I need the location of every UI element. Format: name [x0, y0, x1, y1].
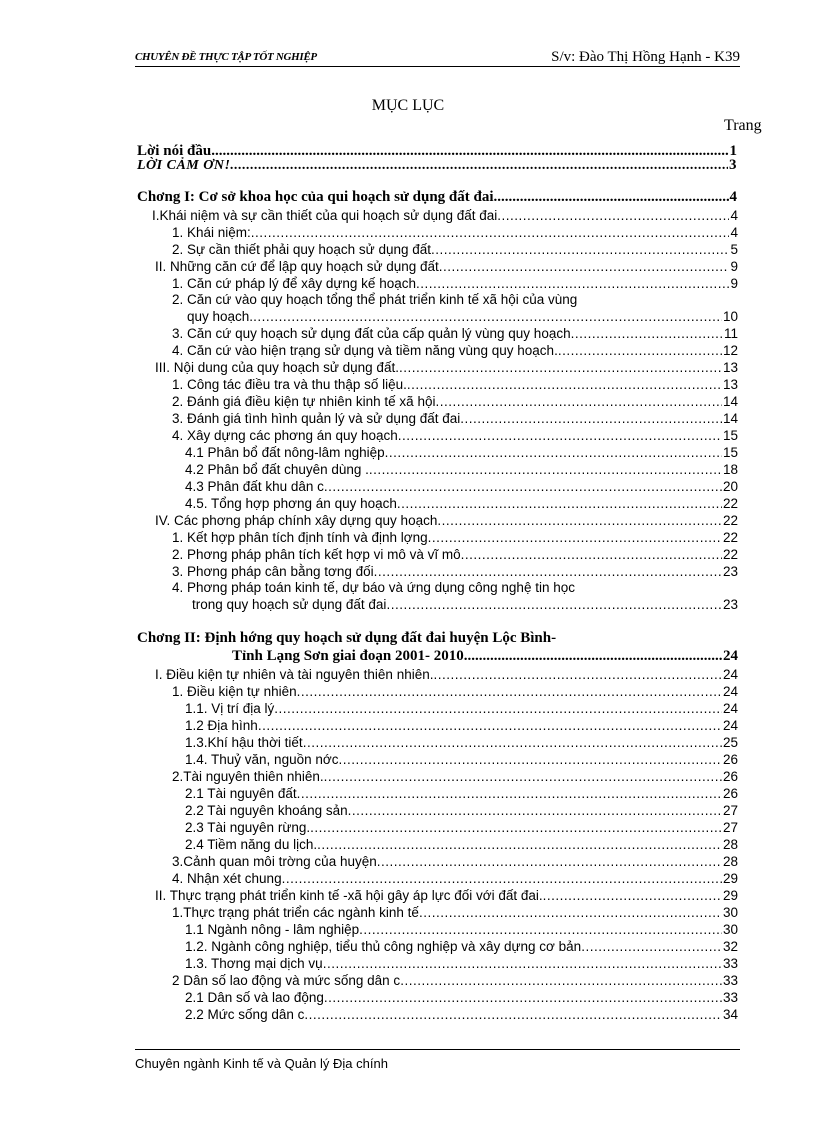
toc-entry-label: 1.2 Địa hình: [185, 718, 258, 733]
toc-entry-label: Lời nói đầu: [137, 143, 212, 159]
toc-entry[interactable]: [185, 701, 738, 717]
toc-entry[interactable]: [172, 905, 738, 921]
toc-entry[interactable]: [172, 292, 738, 308]
toc-entry-page: 30: [722, 905, 738, 920]
toc-entry-page: 27: [722, 820, 738, 835]
toc-entry-page: 28: [722, 837, 738, 852]
toc-entry-page: 13: [722, 377, 738, 392]
toc-entry[interactable]: [155, 513, 738, 529]
toc-entry-label: 2.2 Mức sống dân c: [185, 1007, 305, 1022]
toc-entry-page: 26: [722, 786, 738, 801]
toc-entry[interactable]: [185, 462, 738, 478]
toc-leader-dots: [543, 888, 722, 904]
toc-entry-label: 3. Đánh giá tình hình quản lý và sử dụng đất đai: [172, 411, 461, 426]
toc-entry-label: 4.1 Phân bổ đất nông-lâm nghiệp: [185, 445, 385, 460]
toc-leader-dots: [398, 428, 722, 444]
toc-leader-dots: [253, 309, 722, 325]
toc-leader-dots: [433, 667, 721, 683]
toc-entry-label: II. Thực trạng phát triển kinh tế -xã hội gây áp lực đối với đất đai.: [155, 888, 543, 903]
toc-entry-page: 32: [722, 939, 738, 954]
toc-leader-dots: [297, 786, 722, 802]
toc-entry-page: 4: [730, 208, 738, 223]
toc-entry-page: 24: [722, 667, 738, 682]
footer-text: Chuyên ngành Kinh tế và Quản lý Địa chính: [135, 1056, 388, 1071]
toc-leader-dots: [494, 189, 729, 205]
toc-leader-dots: [397, 496, 722, 512]
toc-entry[interactable]: [155, 259, 738, 275]
toc-entry-label: 1.3. Thơng mại dịch vụ: [185, 956, 323, 971]
toc-leader-dots: [348, 803, 722, 819]
header-left-text: CHUYÊN ĐỀ THỰC TẬP TỐT NGHIỆP: [135, 51, 317, 63]
toc-entry-page: 14: [722, 394, 738, 409]
toc-entry[interactable]: [172, 242, 738, 258]
toc-entry-label: quy hoạch.: [187, 309, 254, 324]
toc-entry[interactable]: [172, 973, 738, 989]
toc-entry-label: 4. Nhận xét chung: [172, 871, 282, 886]
toc-entry[interactable]: [185, 718, 738, 734]
toc-entry-label: 1.3.Khí hậu thời tiết: [185, 735, 303, 750]
toc-entry[interactable]: [172, 769, 738, 785]
toc-entry[interactable]: [185, 479, 738, 495]
toc-leader-dots: [258, 718, 722, 734]
toc-leader-dots: [317, 837, 722, 853]
toc-entry-label: IV. Các phơng pháp chính xây dựng quy hoạch: [155, 513, 438, 528]
toc-leader-dots: [374, 564, 722, 580]
toc-entry-page: 1: [729, 143, 737, 159]
toc-entry[interactable]: [232, 648, 738, 664]
toc-entry-page: 33: [722, 973, 738, 988]
toc-entry-label: 2. Đánh giá điều kiện tự nhiên kinh tế xã hội: [172, 394, 436, 409]
toc-entry[interactable]: [172, 547, 738, 563]
toc-leader-dots: [416, 276, 730, 292]
toc-leader-dots: [230, 158, 728, 174]
toc-entry[interactable]: [172, 854, 738, 870]
toc-leader-dots: [431, 242, 729, 258]
toc-entry-page: 30: [722, 922, 738, 937]
toc-leader-dots: [251, 225, 730, 241]
toc-entry[interactable]: [172, 394, 738, 410]
header-right-text: S/v: Đào Thị Hồng Hạnh - K39: [551, 49, 740, 65]
toc-leader-dots: [437, 513, 722, 529]
toc-leader-dots: [310, 820, 722, 836]
toc-leader-dots: [461, 547, 722, 563]
toc-entry-page: 14: [722, 411, 738, 426]
toc-entry[interactable]: [172, 684, 738, 700]
toc-entry-label: I.Khái niệm và sự cần thiết của qui hoạch sử dụng đất đai: [152, 208, 498, 223]
toc-entry[interactable]: [185, 939, 738, 955]
toc-leader-dots: [303, 735, 722, 751]
toc-entry-page: 13: [722, 360, 738, 375]
toc-leader-dots: [435, 394, 722, 410]
toc-entry[interactable]: [155, 667, 738, 683]
toc-leader-dots: [304, 1007, 722, 1023]
toc-entry[interactable]: [185, 496, 738, 512]
toc-entry[interactable]: [155, 360, 738, 376]
toc-entry[interactable]: [185, 820, 738, 836]
toc-leader-dots: [497, 208, 729, 224]
toc-entry[interactable]: [152, 208, 738, 224]
page-column-label: Trang: [724, 117, 762, 134]
toc-entry-label: 1.Thực trạng phát triển các ngành kinh tế: [172, 905, 419, 920]
toc-entry-label: 2.4 Tiềm năng du lịch.: [185, 837, 318, 852]
toc-entry-label: 1. Khái niệm:: [172, 225, 251, 240]
toc-entry[interactable]: [172, 326, 738, 342]
toc-entry-page: 12: [722, 343, 738, 358]
toc-entry[interactable]: [137, 630, 738, 646]
toc-leader-dots: [399, 360, 722, 376]
toc-entry-label: 2. Sự cần thiết phải quy hoạch sử dụng đất: [172, 242, 431, 257]
toc-entry[interactable]: [185, 752, 738, 768]
toc-entry[interactable]: [137, 157, 737, 173]
toc-entry-page: 15: [722, 428, 738, 443]
toc-entry-page: 18: [722, 462, 738, 477]
toc-entry-label: Chơng I: Cơ sở khoa học của qui hoạch sử dụng đất đai: [137, 189, 494, 205]
toc-entry[interactable]: [185, 1007, 738, 1023]
toc-entry-label: Chơng II: Định hớng quy hoạch sử dụng đất đai huyện Lộc Bình-: [137, 630, 557, 646]
toc-entry-label: I. Điều kiện tự nhiên và tài nguyên thiên nhiên.: [155, 667, 434, 682]
page-title: MỤC LỤC: [371, 97, 445, 114]
toc-entry[interactable]: [185, 786, 738, 802]
toc-entry-label: 1.1 Ngành nông - lâm nghiệp: [185, 922, 360, 937]
toc-entry-label: 1. Điều kiện tự nhiên: [172, 684, 297, 699]
toc-leader-dots: [377, 854, 722, 870]
toc-entry-label: 2. Phơng pháp phân tích kết hợp vi mô và vĩ mô: [172, 547, 461, 562]
toc-entry-label: 4.3 Phân đất khu dân c: [185, 479, 324, 494]
footer-rule: [135, 1049, 740, 1050]
toc-entry-page: 10: [722, 309, 738, 324]
toc-entry-page: 22: [722, 530, 738, 545]
toc-entry-page: 29: [722, 888, 738, 903]
toc-entry-label: LỜI CẢM ƠN!: [137, 158, 231, 173]
toc-entry[interactable]: [172, 580, 738, 596]
toc-leader-dots: [385, 445, 722, 461]
toc-leader-dots: [558, 343, 722, 359]
toc-entry-page: 23: [722, 597, 738, 612]
toc-entry-page: 24: [723, 648, 738, 664]
toc-entry-label: 1. Công tác điều tra và thu thập số liệu.: [172, 377, 407, 392]
toc-leader-dots: [282, 871, 722, 887]
toc-entry-label: trong quy hoạch sử dụng đất đai: [192, 597, 387, 612]
toc-leader-dots: [428, 530, 722, 546]
toc-entry-label: 3. Phơng pháp cân bằng tơng đối: [172, 564, 374, 579]
toc-leader-dots: [324, 990, 722, 1006]
toc-entry[interactable]: [172, 276, 738, 292]
toc-entry-page: 28: [722, 854, 738, 869]
toc-entry[interactable]: [172, 871, 738, 887]
toc-entry-label: 4.5. Tổng hợp phơng án quy hoạch: [185, 496, 397, 511]
toc-entry-page: 15: [722, 445, 738, 460]
toc-entry-page: 22: [722, 513, 738, 528]
toc-entry-page: 23: [722, 564, 738, 579]
toc-leader-dots: [581, 939, 722, 955]
toc-entry-label: 1.4. Thuỷ văn, nguồn nớc: [185, 752, 339, 767]
toc-leader-dots: [464, 648, 722, 664]
toc-leader-dots: [439, 259, 730, 275]
toc-entry-page: 25: [722, 735, 738, 750]
toc-entry-label: 2 Dân số lao động và mức sống dân c: [172, 973, 401, 988]
toc-entry-page: 4: [730, 225, 738, 240]
toc-leader-dots: [407, 377, 722, 393]
toc-leader-dots: [324, 769, 722, 785]
toc-entry[interactable]: [155, 888, 738, 904]
toc-entry[interactable]: [172, 411, 738, 427]
toc-leader-dots: [338, 752, 722, 768]
toc-entry-page: 22: [722, 547, 738, 562]
toc-entry-page: 26: [722, 752, 738, 767]
toc-entry[interactable]: [185, 837, 738, 853]
toc-entry-label: 1.2. Ngành công nghiệp, tiểu thủ công nghiệp và xây dựng cơ bản: [185, 939, 582, 954]
toc-entry-page: 9: [730, 259, 738, 274]
toc-entry[interactable]: [185, 990, 738, 1006]
toc-entry-label: 2.3 Tài nguyên rừng.: [185, 820, 311, 835]
toc-entry-label: 2.1 Dân số và lao động: [185, 990, 324, 1005]
toc-entry[interactable]: [172, 530, 738, 546]
toc-entry-page: 9: [730, 276, 738, 291]
toc-leader-dots: [419, 905, 722, 921]
toc-entry-page: 24: [722, 701, 738, 716]
toc-leader-dots: [323, 956, 722, 972]
toc-entry[interactable]: [172, 428, 738, 444]
toc-entry-page: 27: [722, 803, 738, 818]
toc-leader-dots: [359, 922, 722, 938]
toc-entry-label: III. Nội dung của quy hoạch sử dụng đất.: [155, 360, 399, 375]
toc-leader-dots: [297, 684, 722, 700]
toc-entry[interactable]: [187, 309, 738, 325]
toc-entry-label: 2.2 Tài nguyên khoáng sản: [185, 803, 348, 818]
toc-entry-label: 4. Xây dựng các phơng án quy hoạch: [172, 428, 398, 443]
toc-entry-label: 4. Căn cứ vào hiện trạng sử dụng và tiềm năng vùng quy hoạch.: [172, 343, 558, 358]
toc-entry-label: 1. Căn cứ pháp lý để xây dựng kế hoạch: [172, 276, 416, 291]
toc-entry-label: 4.2 Phân bổ đất chuyên dùng .: [185, 462, 369, 477]
toc-entry-page: 11: [723, 326, 738, 341]
toc-entry-label: Tỉnh Lạng Sơn giai đoạn 2001- 2010: [232, 648, 464, 664]
toc-entry-label: 2. Căn cứ vào quy hoạch tổng thể phát triển kinh tế xã hội của vùng: [172, 292, 578, 307]
toc-entry[interactable]: [172, 564, 738, 580]
toc-leader-dots: [274, 701, 722, 717]
toc-entry-label: 2.1 Tài nguyên đất: [185, 786, 297, 801]
toc-entry[interactable]: [137, 189, 737, 205]
toc-leader-dots: [386, 597, 722, 613]
toc-entry[interactable]: [185, 922, 738, 938]
toc-entry[interactable]: [172, 225, 738, 241]
toc-entry-label: 1.1. Vị trí địa lý: [185, 701, 275, 716]
toc-entry-label: 3.Cảnh quan môi trờng của huyện: [172, 854, 377, 869]
toc-entry-label: 4. Phơng pháp toán kinh tế, dự báo và ứng dụng công nghệ tin học: [172, 580, 575, 595]
toc-leader-dots: [369, 462, 722, 478]
toc-entry-page: 33: [722, 956, 738, 971]
toc-entry[interactable]: [185, 956, 738, 972]
toc-entry[interactable]: [185, 803, 738, 819]
toc-entry[interactable]: [172, 377, 738, 393]
toc-entry-page: 24: [722, 718, 738, 733]
toc-entry-page: 4: [729, 189, 737, 205]
toc-entry-page: 22: [722, 496, 738, 511]
toc-leader-dots: [571, 326, 723, 342]
toc-entry-label: 2.Tài nguyên thiên nhiên.: [172, 769, 324, 784]
toc-entry-page: 29: [722, 871, 738, 886]
toc-entry-page: 3: [729, 157, 737, 173]
toc-entry-label: 1. Kết hợp phân tích định tính và định lợng: [172, 530, 428, 545]
toc-entry-label: 3. Căn cứ quy hoạch sử dụng đất của cấp quản lý vùng quy hoạch: [172, 326, 571, 341]
toc-entry-label: II. Những căn cứ để lập quy hoạch sử dụng đất: [155, 259, 439, 274]
toc-leader-dots: [324, 479, 722, 495]
toc-entry[interactable]: [192, 597, 738, 613]
toc-leader-dots: [400, 973, 722, 989]
toc-entry-page: 20: [722, 479, 738, 494]
toc-entry-page: 5: [730, 242, 738, 257]
toc-entry-page: 33: [722, 990, 738, 1005]
toc-leader-dots: [460, 411, 722, 427]
toc-entry-page: 24: [722, 684, 738, 699]
toc-entry-page: 26: [722, 769, 738, 784]
toc-entry[interactable]: [185, 735, 738, 751]
toc-entry[interactable]: [172, 343, 738, 359]
toc-entry[interactable]: [185, 445, 738, 461]
toc-entry-page: 34: [722, 1007, 738, 1022]
